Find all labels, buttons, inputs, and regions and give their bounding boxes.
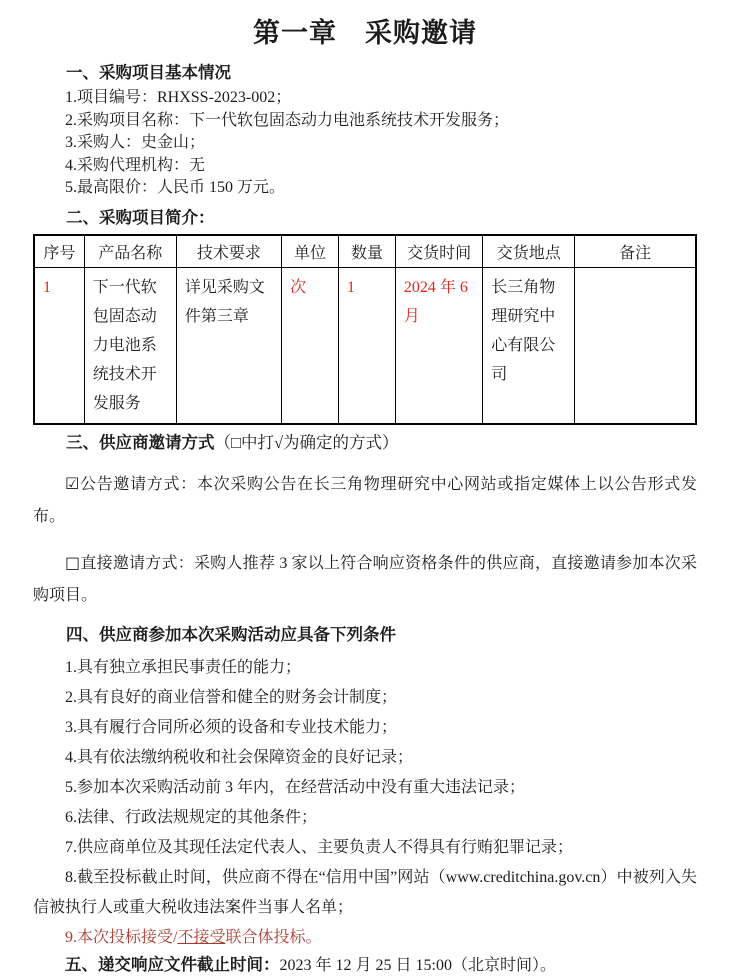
condition-item-8: 8.截至投标截止时间，供应商不得在“信用中国”网站（www.creditchina.gov.cn）中被列入失信被执行人或重大税收违法案件当事人名单； [33,868,697,916]
project-number-line: 1.项目编号：RHXSS-2023-002； [65,89,292,106]
section-3-heading [33,432,697,454]
checkbox-unchecked-icon: □ [65,552,81,572]
header-delivery-place: 交货地点 [483,235,575,268]
table-header-row [34,235,696,268]
section-5-heading: 五、递交响应文件截止时间： [65,954,280,974]
condition-item-1: 1.具有独立承担民事责任的能力； [65,658,302,676]
header-seq: 序号 [34,235,84,268]
cell-seq: 1 [34,267,84,424]
section-3-heading-bold: 三、供应商邀请方式 [66,432,215,452]
header-qty: 数量 [338,235,395,268]
section-2-heading: 二、采购项目简介： [66,207,215,227]
item9-prefix: 9.本次投标接受/ [65,928,178,946]
table-row [34,267,696,424]
section-5-deadline: 2023 年 12 月 25 日 15:00（北京时间）。 [279,956,556,974]
cell-unit: 次 [282,267,339,424]
section-5-line [33,953,697,978]
section-3-heading-note: （□中打√为确定的方式） [214,432,399,452]
price-limit-line: 5.最高限价：人民币 150 万元。 [65,179,286,196]
cell-delivery-place: 长三角物理研究中心有限公司 [483,267,575,424]
condition-item-9 [33,923,697,953]
purchaser-line: 3.采购人：史金山； [65,134,206,151]
agency-line: 4.采购代理机构：无 [65,156,206,174]
direct-invite-text: 直接邀请方式：采购人推荐 3 家以上符合响应资格条件的供应商，直接邀请参加本次采购项目。 [33,554,697,604]
header-unit: 单位 [282,235,339,268]
condition-item-3: 3.具有履行合同所必须的设备和专业技术能力； [65,718,398,736]
header-tech: 技术要求 [176,235,281,268]
cell-qty: 1 [338,267,395,424]
condition-item-5: 5.参加本次采购活动前 3 年内，在经营活动中没有重大违法记录； [65,778,526,796]
cell-product: 下一代软包固态动力电池系统技术开发服务 [84,267,176,424]
section-4-heading: 四、供应商参加本次采购活动应具备下列条件 [66,624,396,644]
header-delivery-time: 交货时间 [395,235,482,268]
header-remark: 备注 [575,235,696,268]
direct-invite-paragraph [33,547,697,612]
cell-tech: 详见采购文件第三章 [176,267,281,424]
checkbox-checked-icon: ☑ [65,473,80,493]
item9-suffix: 联合体投标。 [225,928,322,946]
products-table [33,234,697,425]
cell-delivery-time: 2024 年 6 月 [395,267,482,424]
condition-item-7: 7.供应商单位及其现任法定代表人、主要负责人不得具有行贿犯罪记录； [65,838,574,856]
announce-invite-text: 公告邀请方式：本次采购公告在长三角物理研究中心网站或指定媒体上以公告形式发布。 [33,475,697,525]
item9-not-accept: 不接受 [177,928,226,946]
condition-item-6: 6.法律、行政法规规定的其他条件； [65,808,318,826]
announce-invite-paragraph [33,468,697,533]
page-title: 第一章 采购邀请 [253,18,477,48]
header-product: 产品名称 [84,235,176,268]
condition-item-4: 4.具有依法缴纳税收和社会保障资金的良好记录； [65,748,414,766]
cell-remark [575,267,696,424]
condition-item-2: 2.具有良好的商业信誉和健全的财务会计制度； [65,688,398,706]
section-1-heading: 一、采购项目基本情况 [66,63,231,82]
project-name-line: 2.采购项目名称：下一代软包固态动力电池系统技术开发服务； [65,111,510,129]
